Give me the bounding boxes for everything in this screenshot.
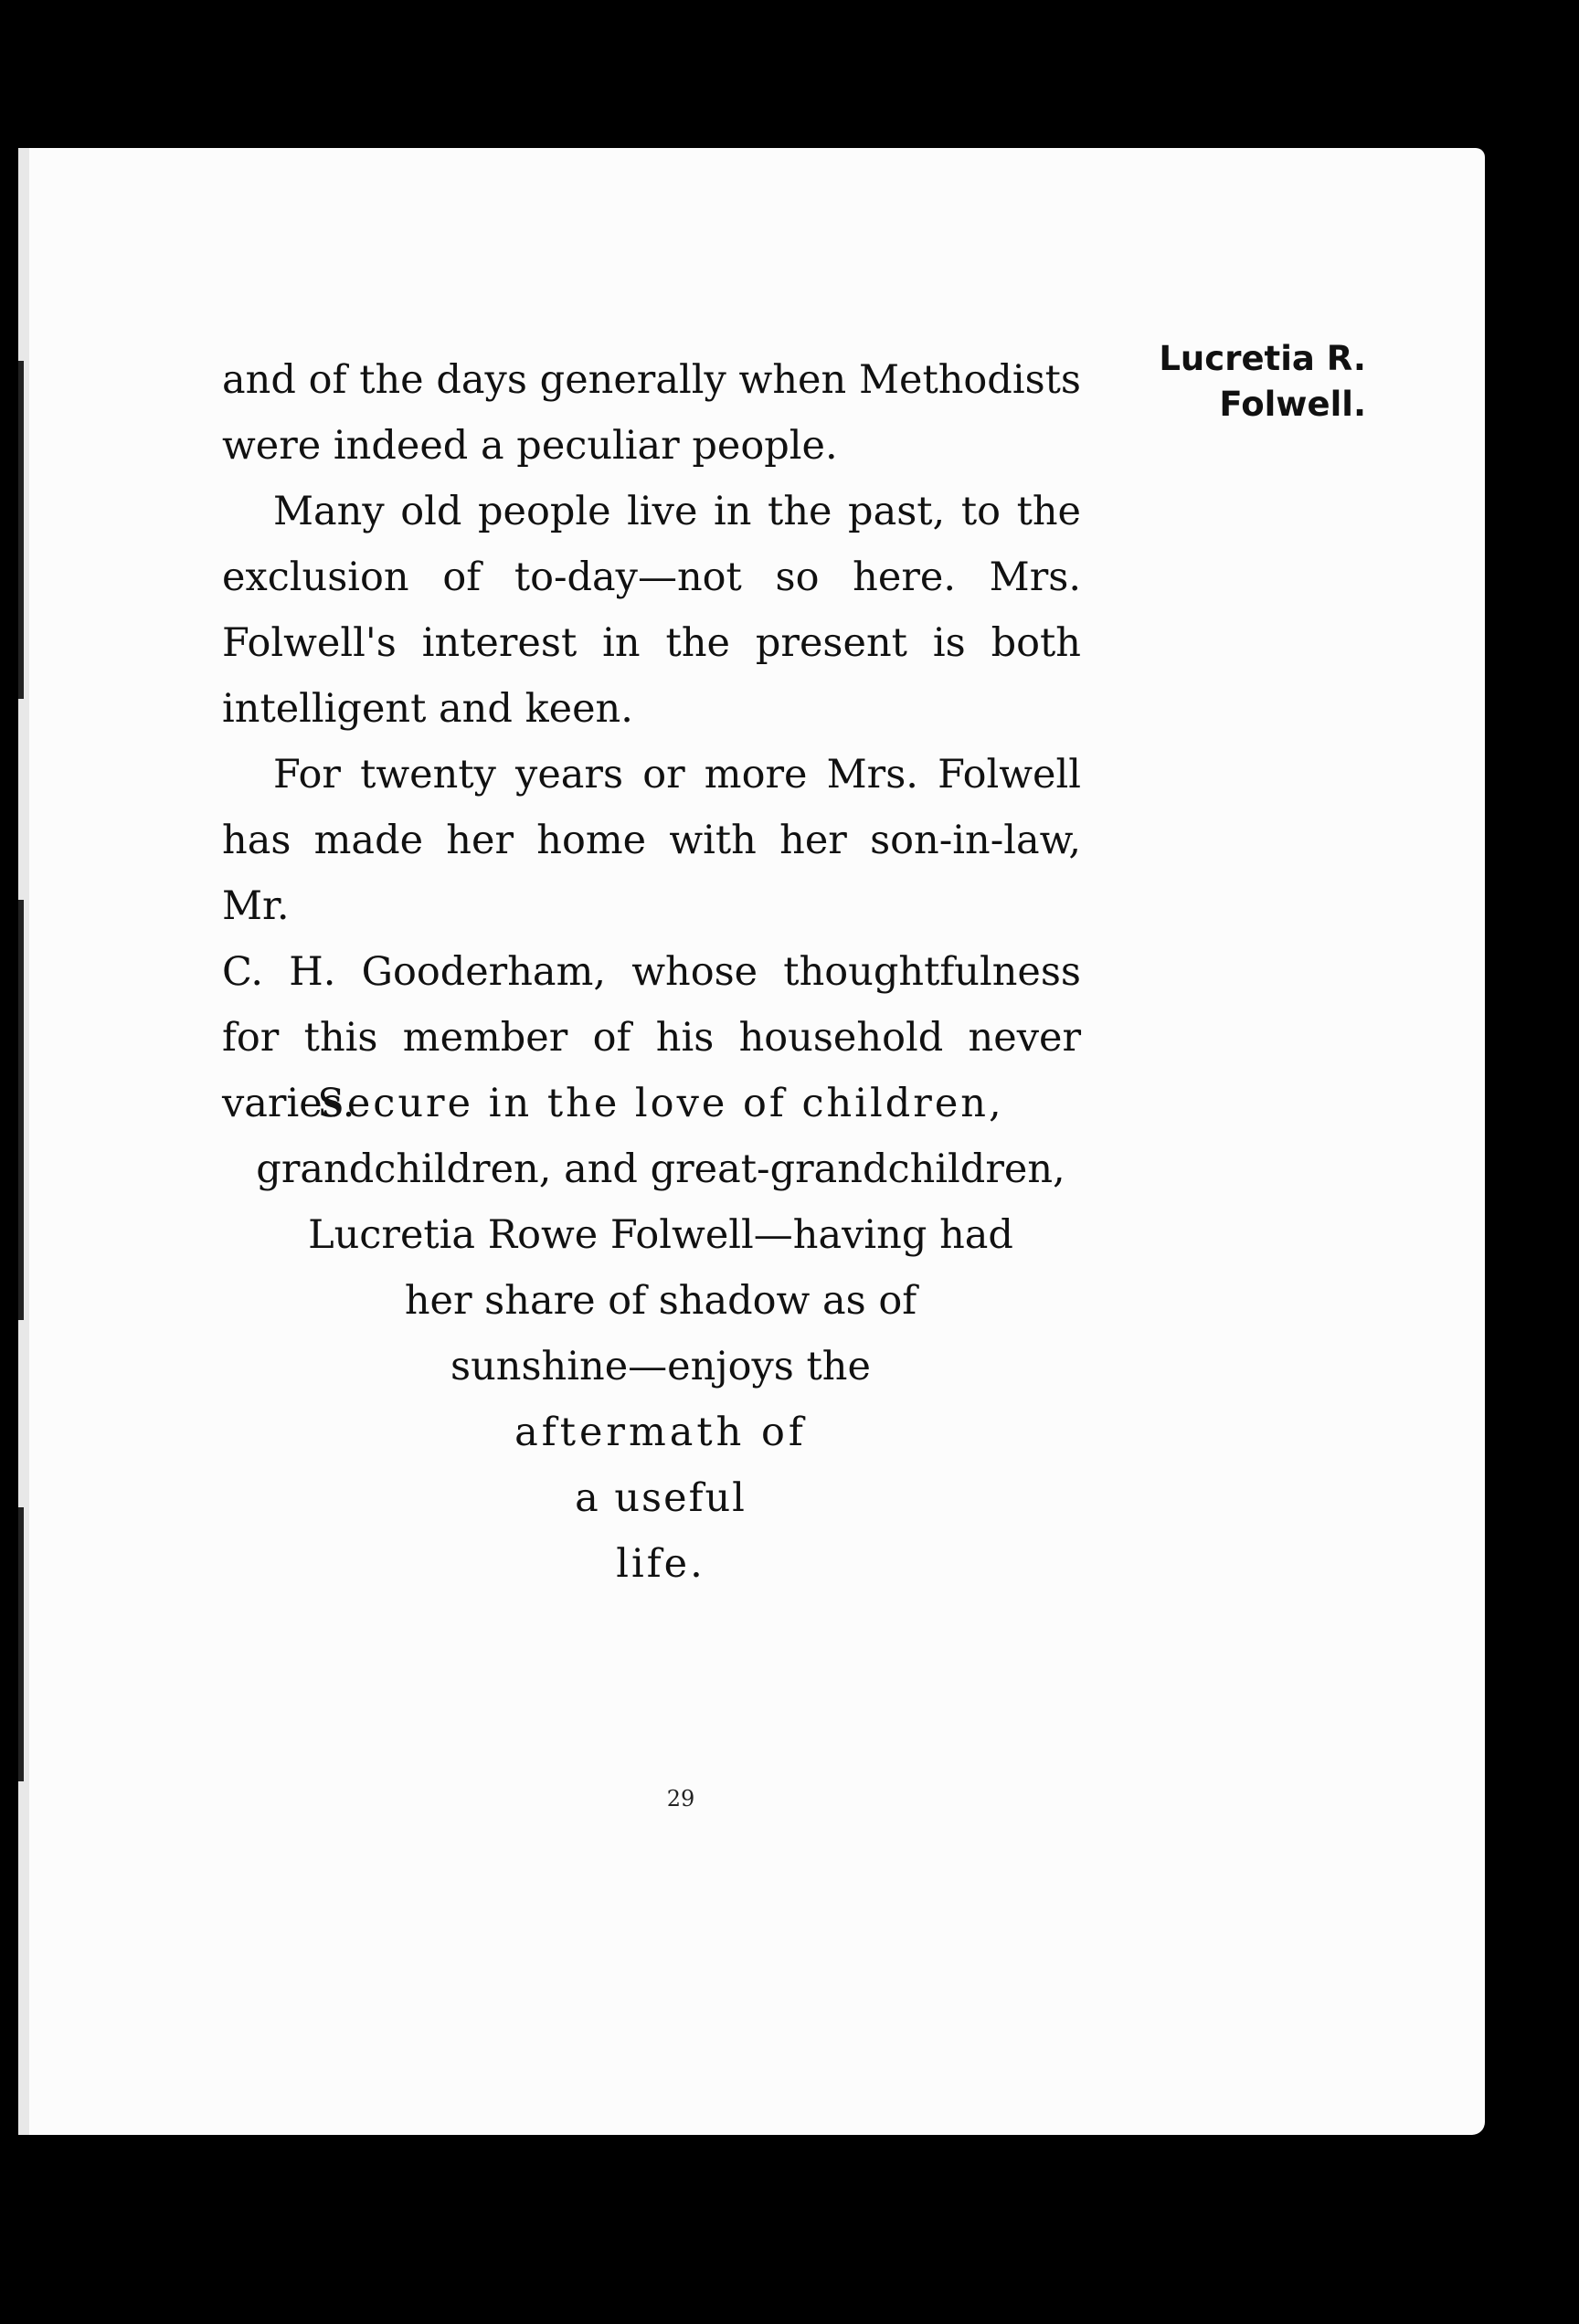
gutter-mark [18,361,24,699]
sidenote-line: Lucretia R. [1159,339,1366,378]
text-line: Folwell's interest in the present is both [222,620,1081,666]
text-line: exclusion of to-day—not so here. Mrs. [222,555,1081,600]
sidenote-line: Folwell. [1219,385,1366,424]
text-line: were indeed a peculiar people. [222,423,838,469]
taper-line: her share of shadow as of [404,1278,917,1324]
page-number: 29 [666,1786,695,1812]
taper-line: grandchildren, and great-grandchildren, [256,1146,1065,1192]
text-line: intelligent and keen. [222,686,633,732]
body-text [222,347,1081,1136]
closing-taper [222,1071,1099,1597]
margin-sidenote [1092,336,1366,428]
taper-line: Lucretia Rowe Folwell—having had [308,1212,1013,1258]
taper-line: life. [616,1541,705,1587]
text-line: C. H. Gooderham, whose thoughtfulness [222,949,1081,995]
taper-line: sunshine—enjoys the [450,1344,871,1389]
text-line: For twenty years or more Mrs. Folwell [273,752,1081,798]
taper-line: Secure in the love of children, [317,1081,1004,1126]
text-line: for this member of his household never [222,1015,1081,1061]
text-line: has made her home with her son-in-law, Mr. [222,818,1081,929]
text-line: Many old people live in the past, to the [273,489,1081,534]
paragraph [222,347,1081,479]
gutter-mark [18,1507,24,1781]
text-line: and of the days generally when Methodists [222,357,1081,403]
taper-line: a useful [575,1475,747,1521]
taper-line: aftermath of [514,1410,807,1455]
gutter-mark [18,900,24,1320]
text-line: varies. [222,1081,355,1126]
paragraph [222,479,1081,742]
